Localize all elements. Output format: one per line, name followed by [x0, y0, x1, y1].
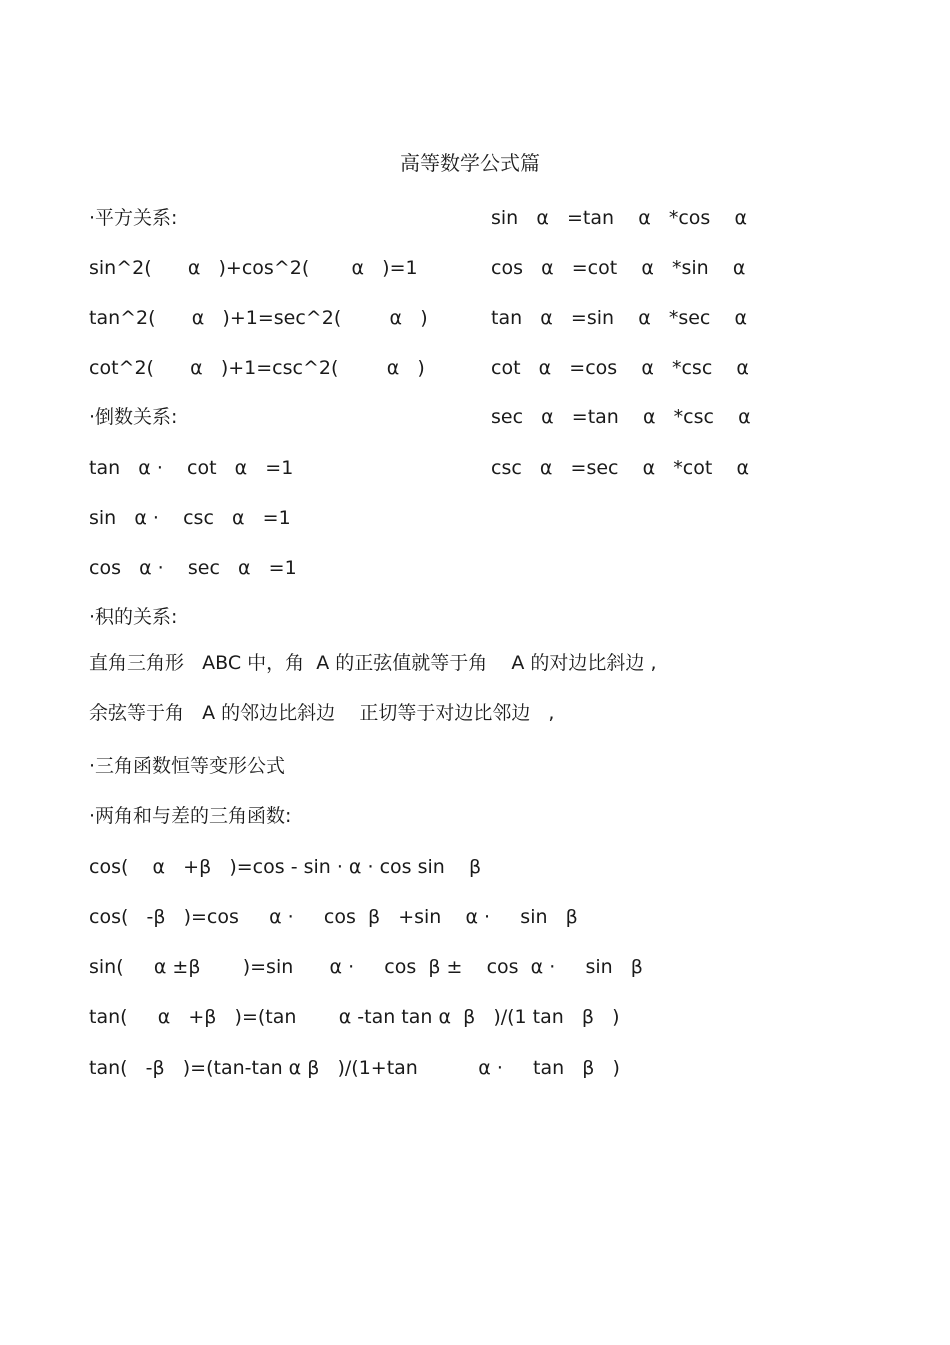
formula-line: sin^2( α )+cos^2( α )=1 — [89, 257, 418, 279]
formula-line-right: cot α =cos α *csc α — [491, 357, 749, 379]
formula-line: sin α · csc α =1 — [89, 507, 291, 529]
heading-sum-difference: ·两角和与差的三角函数: — [89, 805, 292, 827]
formula-line: cos( -β )=cos α · cos β +sin α · sin β — [89, 906, 578, 928]
formula-line: tan^2( α )+1=sec^2( α ) — [89, 307, 428, 329]
formula-line: tan α · cot α =1 — [89, 457, 294, 479]
formula-line: sin( α ±β )=sin α · cos β ± cos α · sin β — [89, 956, 643, 978]
heading-reciprocal-relations: ·倒数关系: — [89, 406, 178, 428]
formula-line: tan( -β )=(tan-tan α β )/(1+tan α · tan β ) — [89, 1057, 620, 1079]
text-line: 直角三角形 ABC 中，角 A 的正弦值就等于角 A 的对边比斜边 , — [89, 652, 657, 674]
formula-line-right: cos α =cot α *sin α — [491, 257, 746, 279]
heading-identities: ·三角函数恒等变形公式 — [89, 755, 286, 777]
formula-line-right: csc α =sec α *cot α — [491, 457, 750, 479]
text-line: 余弦等于角 A 的邻边比斜边 正切等于对边比邻边 , — [89, 702, 555, 724]
formula-line: tan( α +β )=(tan α -tan tan α β )/(1 tan β ) — [89, 1006, 620, 1028]
formula-line: cot^2( α )+1=csc^2( α ) — [89, 357, 425, 379]
formula-line: cos α · sec α =1 — [89, 557, 297, 579]
formula-line-right: sec α =tan α *csc α — [491, 406, 751, 428]
heading-product-relations: ·积的关系: — [89, 606, 178, 628]
formula-line: cos( α +β )=cos - sin · α · cos sin β — [89, 856, 482, 878]
heading-square-relations: ·平方关系: — [89, 207, 178, 229]
formula-line-right: sin α =tan α *cos α — [491, 207, 747, 229]
formula-line-right: tan α =sin α *sec α — [491, 307, 748, 329]
page-title: 高等数学公式篇 — [400, 151, 540, 175]
